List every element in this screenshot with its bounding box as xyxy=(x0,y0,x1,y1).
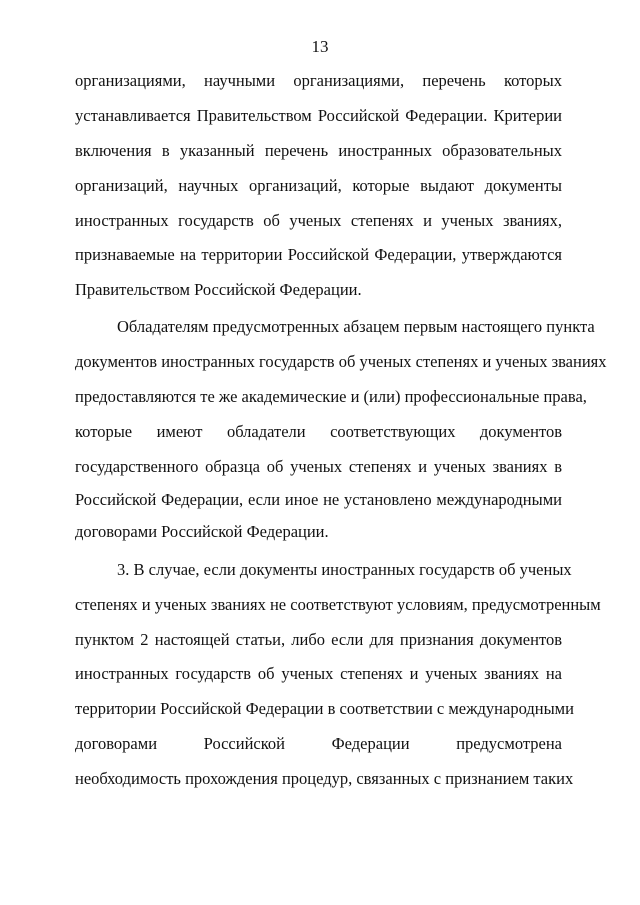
page-number: 13 xyxy=(311,37,329,56)
text-line: территории Российской Федерации в соответствии с международными xyxy=(75,699,574,718)
text-line: иностранных государств об ученых степенях и ученых званиях, xyxy=(75,211,562,230)
text-line: которые имеют обладатели соответствующих документов xyxy=(75,422,562,441)
text-line: договорами Российской Федерации предусмотрена xyxy=(75,734,562,753)
text-line: устанавливается Правительством Российской Федерации. Критерии xyxy=(75,106,562,125)
text-line: иностранных государств об ученых степенях и ученых званиях на xyxy=(75,664,562,683)
text-line: предоставляются те же академические и (или) профессиональные права, xyxy=(75,387,587,406)
text-line: признаваемые на территории Российской Федерации, утверждаются xyxy=(75,245,562,264)
text-line: степенях и ученых званиях не соответствуют условиям, предусмотренным xyxy=(75,595,601,614)
text-line: включения в указанный перечень иностранных образовательных xyxy=(75,141,562,160)
text-line: 3. В случае, если документы иностранных государств об ученых xyxy=(117,560,572,579)
text-line: организациями, научными организациями, перечень которых xyxy=(75,71,562,90)
text-line: документов иностранных государств об ученых степенях и ученых званиях xyxy=(75,352,607,371)
text-line: договорами Российской Федерации. xyxy=(75,522,329,541)
text-line: Обладателям предусмотренных абзацем первым настоящего пункта xyxy=(117,317,595,336)
text-line: государственного образца об ученых степенях и ученых званиях в xyxy=(75,457,562,476)
text-line: Правительством Российской Федерации. xyxy=(75,280,362,299)
text-line: организаций, научных организаций, которые выдают документы xyxy=(75,176,562,195)
text-line: необходимость прохождения процедур, связанных с признанием таких xyxy=(75,769,574,788)
text-line: Российской Федерации, если иное не установлено международными xyxy=(75,490,562,509)
text-line: пунктом 2 настоящей статьи, либо если для признания документов xyxy=(75,630,562,649)
